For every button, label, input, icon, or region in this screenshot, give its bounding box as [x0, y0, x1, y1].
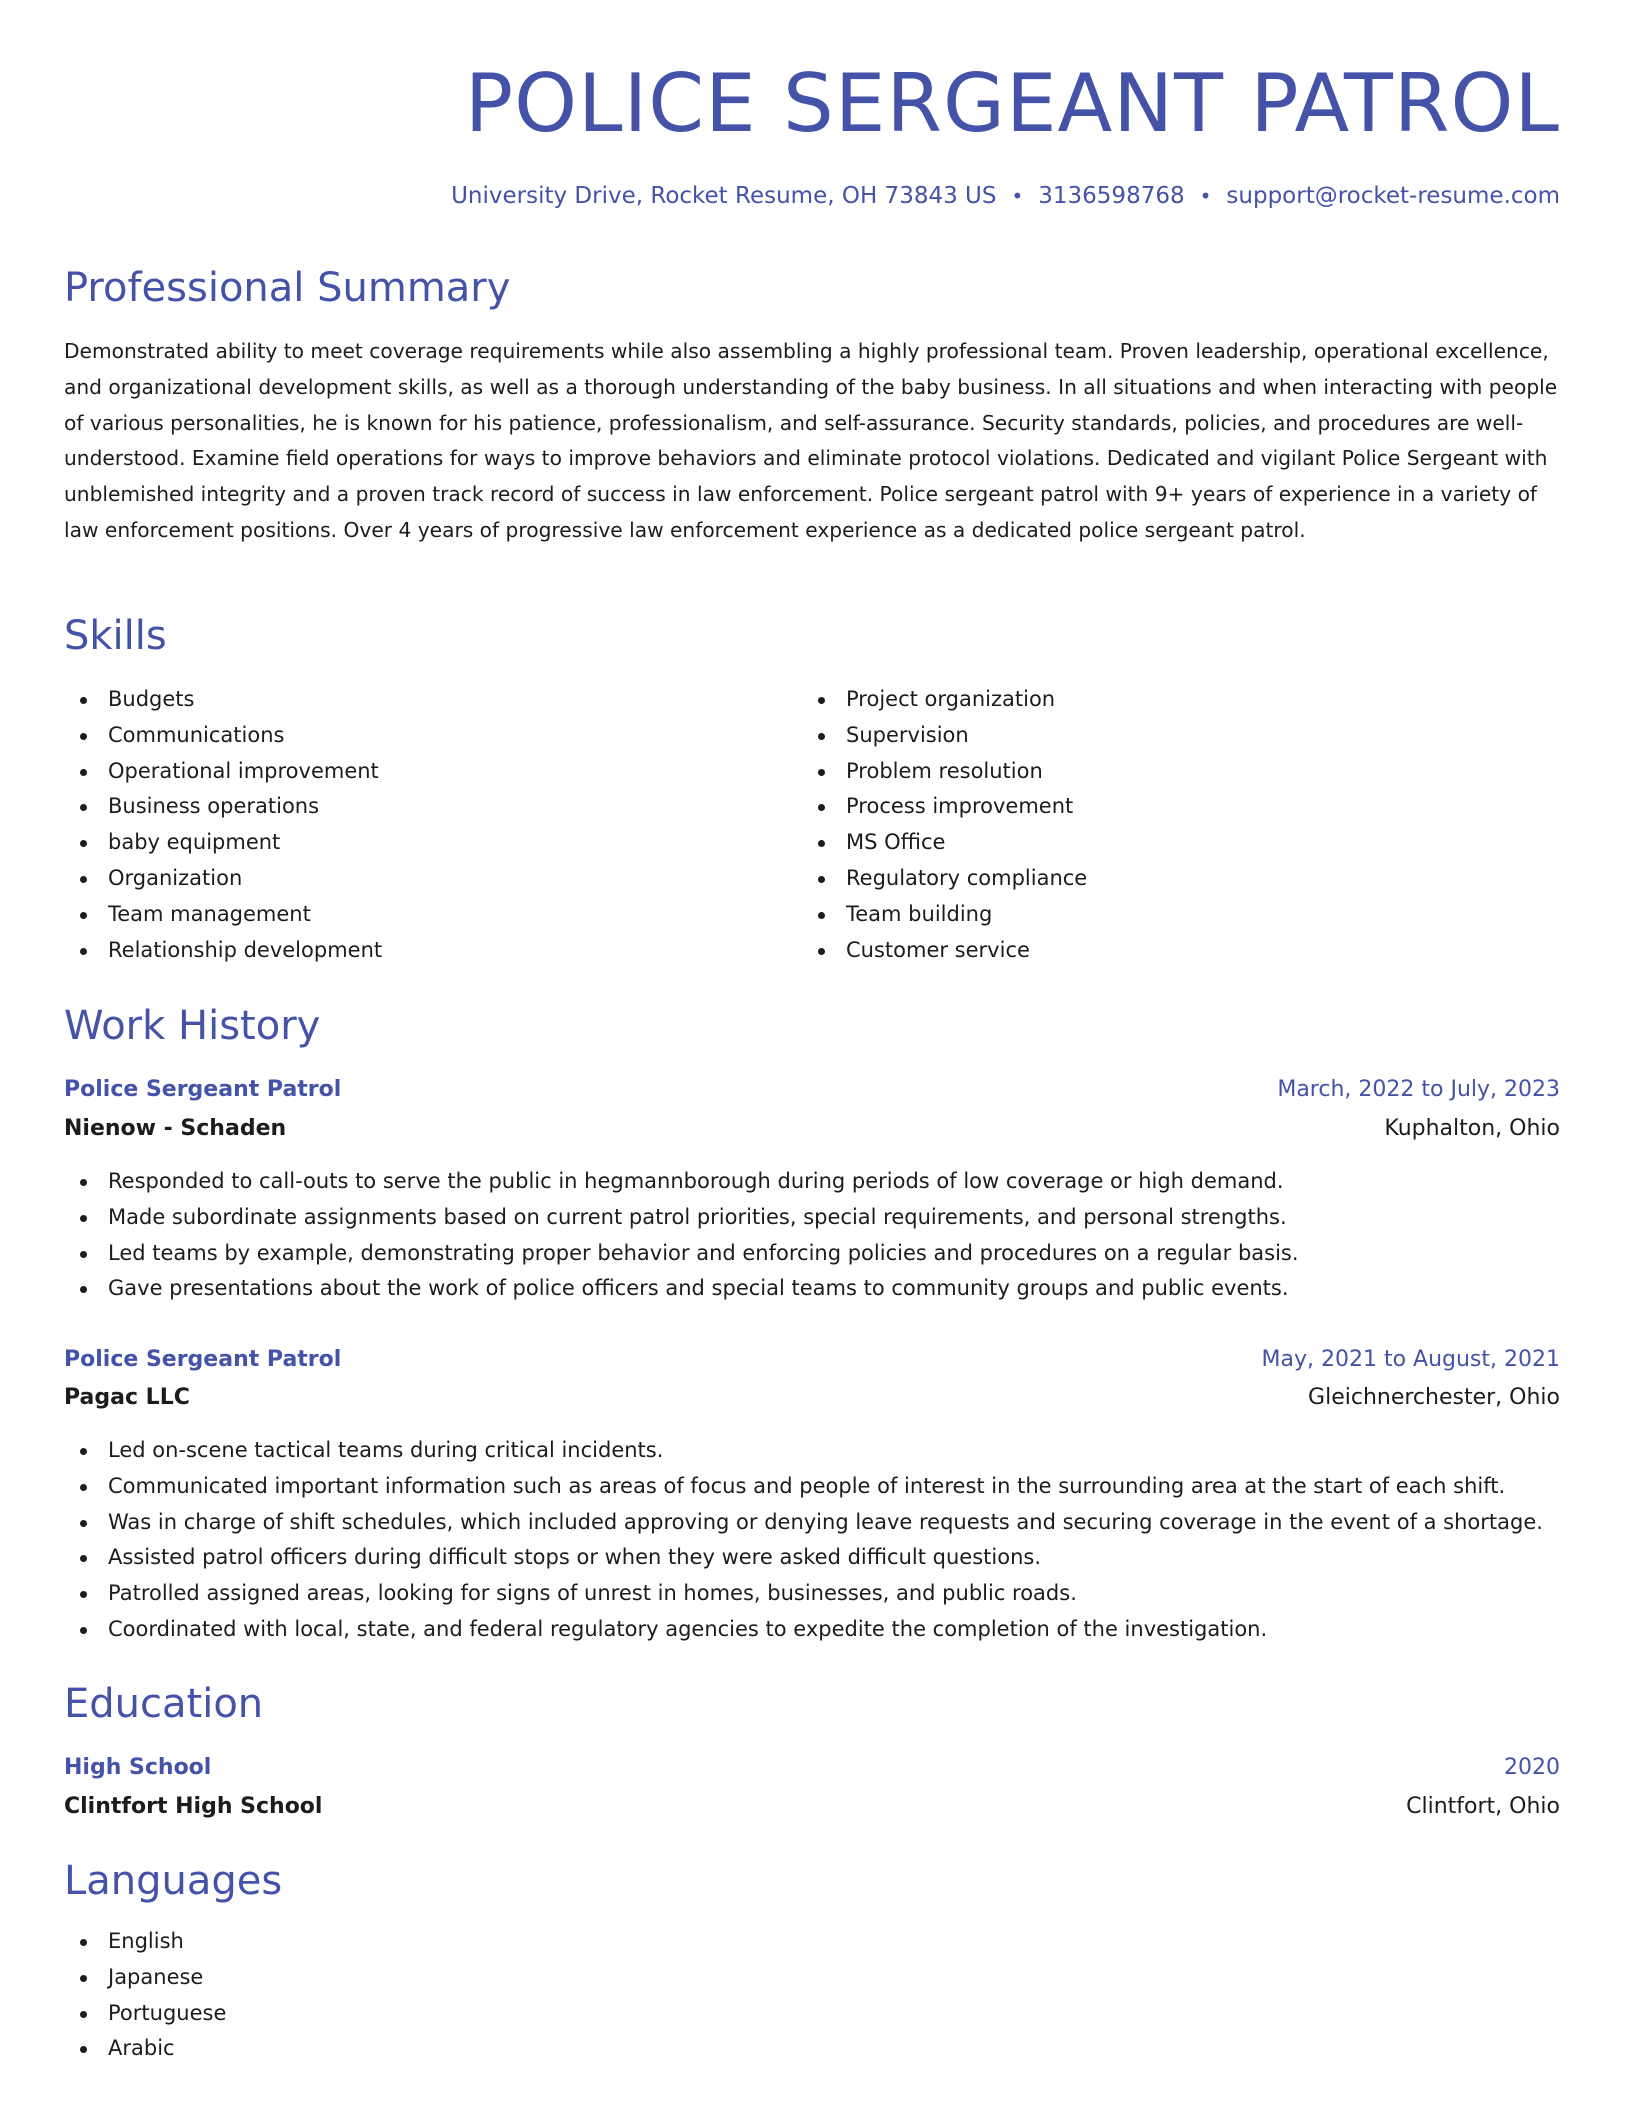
skill-item: Supervision [802, 718, 1502, 754]
language-item: Japanese [64, 1960, 764, 1996]
job-title: Police Sergeant Patrol [64, 1347, 342, 1372]
skill-item: Business operations [64, 789, 764, 825]
language-item: Arabic [64, 2031, 764, 2067]
contact-line [451, 180, 1560, 212]
job-bullet: Was in charge of shift schedules, which included approving or denying leave requests and securing coverage in the event of a shortage. [64, 1505, 1560, 1541]
job-bullets [64, 1433, 1560, 1648]
education-year: 2020 [1504, 1755, 1560, 1780]
skills-list-left [64, 682, 764, 968]
skill-item: Customer service [802, 933, 1502, 969]
skill-item: Team management [64, 897, 764, 933]
language-item: Portuguese [64, 1996, 764, 2032]
education-location: Clintfort, Ohio [1406, 1794, 1560, 1819]
job-company: Nienow - Schaden [64, 1116, 287, 1141]
skill-item: Organization [64, 861, 764, 897]
skill-item: Relationship development [64, 933, 764, 969]
candidate-name: POLICE SERGEANT PATROL [464, 57, 1560, 150]
job-bullet: Responded to call-outs to serve the public in hegmannborough during periods of low coverage or high demand. [64, 1164, 1560, 1200]
languages-list [64, 1924, 764, 2067]
skill-item: Communications [64, 718, 764, 754]
contact-email[interactable]: support@rocket-resume.com [1226, 183, 1560, 209]
contact-separator: • [1011, 184, 1024, 208]
job-bullet: Led on-scene tactical teams during critical incidents. [64, 1433, 1560, 1469]
skills-list-right [802, 682, 1502, 968]
skill-item: Team building [802, 897, 1502, 933]
job-header [64, 1342, 1560, 1378]
contact-separator: • [1199, 184, 1212, 208]
job-bullet: Made subordinate assignments based on current patrol priorities, special requirements, and personal strengths. [64, 1200, 1560, 1236]
skill-item: baby equipment [64, 825, 764, 861]
education-degree: High School [64, 1755, 212, 1780]
summary-heading: Professional Summary [64, 265, 511, 311]
skill-item: Regulatory compliance [802, 861, 1502, 897]
work-history-heading: Work History [64, 1003, 321, 1049]
skill-item: Problem resolution [802, 754, 1502, 790]
summary-text: Demonstrated ability to meet coverage requirements while also assembling a highly professional team. Proven leadership, operational excellence, and organizational development skills, as well as a thorough understanding of the baby business. In all situations and when interacting with people of various personalities, he is known for his patience, professionalism, and self-assurance. Security standards, policies, and procedures are well-understood. Examine field operations for ways to improve behaviors and eliminate protocol violations. Dedicated and vigilant Police Sergeant with unblemished integrity and a proven track record of success in law enforcement. Police sergeant patrol with 9+ years of experience in a variety of law enforcement positions. Over 4 years of progressive law enforcement experience as a dedicated police sergeant patrol. [64, 339, 1558, 542]
job-title: Police Sergeant Patrol [64, 1077, 342, 1102]
language-item: English [64, 1924, 764, 1960]
job-company-row [64, 1111, 1560, 1147]
skills-heading: Skills [64, 613, 167, 659]
job-dates: May, 2021 to August, 2021 [1261, 1347, 1560, 1372]
skill-item: Project organization [802, 682, 1502, 718]
skill-item: Budgets [64, 682, 764, 718]
job-location: Kuphalton, Ohio [1384, 1116, 1560, 1141]
contact-phone: 3136598768 [1038, 183, 1185, 209]
job-company: Pagac LLC [64, 1385, 190, 1410]
job-dates: March, 2022 to July, 2023 [1277, 1077, 1560, 1102]
education-heading: Education [64, 1681, 264, 1727]
languages-heading: Languages [64, 1858, 283, 1904]
job-company-row [64, 1380, 1560, 1416]
job-bullet: Assisted patrol officers during difficult stops or when they were asked difficult questions. [64, 1540, 1560, 1576]
job-location: Gleichnerchester, Ohio [1308, 1385, 1560, 1410]
job-bullet: Gave presentations about the work of police officers and special teams to community groups and public events. [64, 1271, 1560, 1307]
job-bullets [64, 1164, 1560, 1307]
education-school: Clintfort High School [64, 1794, 323, 1819]
job-header [64, 1072, 1560, 1108]
job-bullet: Communicated important information such as areas of focus and people of interest in the surrounding area at the start of each shift. [64, 1469, 1560, 1505]
skill-item: Operational improvement [64, 754, 764, 790]
education-school-row [64, 1789, 1560, 1825]
skill-item: MS Office [802, 825, 1502, 861]
contact-address: University Drive, Rocket Resume, OH 73843 US [451, 183, 997, 209]
job-bullet: Patrolled assigned areas, looking for signs of unrest in homes, businesses, and public roads. [64, 1576, 1560, 1612]
job-bullet: Led teams by example, demonstrating proper behavior and enforcing policies and procedures on a regular basis. [64, 1236, 1560, 1272]
education-header [64, 1750, 1560, 1786]
skill-item: Process improvement [802, 789, 1502, 825]
job-bullet: Coordinated with local, state, and federal regulatory agencies to expedite the completion of the investigation. [64, 1612, 1560, 1648]
